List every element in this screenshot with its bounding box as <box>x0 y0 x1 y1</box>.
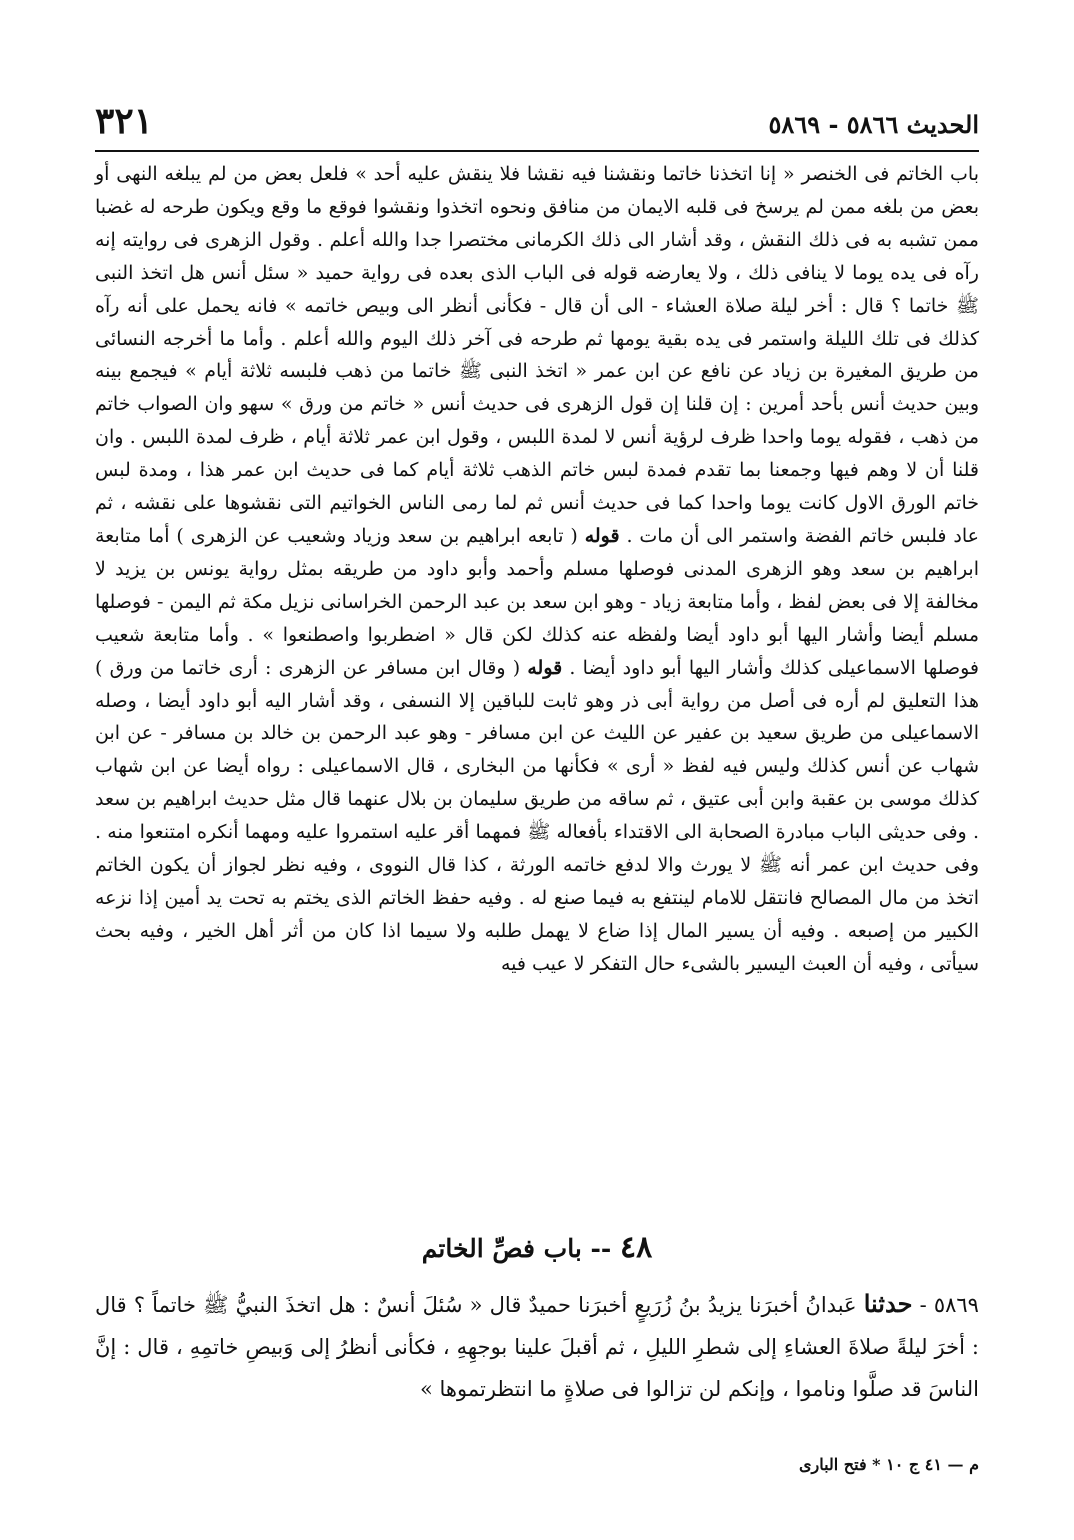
hadith-text <box>95 1283 979 1410</box>
qawluhu-keyword: قوله <box>527 656 563 679</box>
chapter-title: فصِّ الخاتم <box>421 1234 535 1263</box>
commentary-text-run: ( وقال ابن مسافر عن الزهرى : أرى خاتما من ورق ) هذا التعليق لم أره فى أصل من رواية أبى ذر وهو ثابت للباقين إلا النسفى ، وقد أشار اليه أبو داود أيضا ، وصله الاسماعيلى من طريق سعيد بن عفير عن الليث عن ابن مسافر - وهو عبد الرحمن بن خالد بن مسافر - عن ابن شهاب عن أنس كذلك وليس فيه لفظ « أرى » فكأنها من البخارى ، قال الاسماعيلى : رواه أيضا عن ابن شهاب كذلك موسى بن عقبة وابن أبى عتيق ، ثم ساقه من طريق سليمان بن بلال عنهما قال مثل حديث ابراهيم بن سعد . وفى حديثى الباب مبادرة الصحابة الى الاقتداء بأفعاله ﷺ فمهما أقر عليه استمروا عليه ومهما أنكره امتنعوا منه . وفى حديث ابن عمر أنه ﷺ لا يورث والا لدفع خاتمه الورثة ، كذا قال النووى ، وفيه نظر لجواز أن يكون الخاتم اتخذ من مال المصالح فانتقل للامام لينتفع به فيما صنع له . وفيه حفظ الخاتم الذى يختم به تحت يد أمين إذا نزعه الكبير من إصبعه . وفيه أن يسير المال إذا ضاع لا يهمل طلبه ولا سيما اذا كان من أثر أهل الخير ، وفيه بحث سيأتى ، وفيه أن العبث اليسير بالشىء حال التفكر لا عيب فيه <box>95 656 979 975</box>
commentary-text <box>95 158 979 981</box>
chapter-heading <box>95 1230 979 1265</box>
bab-word: باب <box>543 1234 582 1263</box>
chapter-dash: -- <box>590 1234 612 1263</box>
page-footer <box>95 1455 979 1474</box>
printer-signature: م — ٤١ ج ١٠ * فتح البارى <box>798 1455 979 1474</box>
chapter-number: ٤٨ <box>620 1230 653 1265</box>
hadith-body: عَبدانُ أخبرَنا يزيدُ بنُ زُرَيعٍ أخبرَنا حميدٌ قال « سُئلَ أنسٌ : هل اتخذَ النبيُّ ﷺ خاتماً ؟ قال : أخرَ ليلةً صلاةَ العشاءِ إلى شطرِ الليلِ ، ثم أقبلَ علينا بوجهِهِ ، فكأنى أنظرُ إلى وَبيصِ خاتمِهِ ، قال : إنَّ الناسَ قد صلَّوا وناموا ، وإنكم لن تزالوا فى صلاةٍ ما انتظرتموها » <box>95 1293 979 1401</box>
haddathana-label: حدثنا <box>863 1289 913 1318</box>
header-rule <box>95 150 979 152</box>
page-header <box>95 100 979 152</box>
qawluhu-keyword: قوله <box>584 524 620 547</box>
commentary-text-run: ( تابعه ابراهيم بن سعد وزياد وشعيب عن الزهرى ) أما متابعة ابراهيم بن سعد وهو الزهرى المدنى فوصلها مسلم وأحمد وأبو داود من طريقه بمثل رواية يونس بن يزيد لا مخالفة إلا فى بعض لفظ ، وأما متابعة زياد - وهو ابن سعد بن عبد الرحمن الخراسانى نزيل مكة ثم اليمن - فوصلها مسلم أيضا وأشار اليها أبو داود أيضا ولفظه عنه كذلك لكن قال « اضطربوا واصطنعوا » . وأما متابعة شعيب فوصلها الاسماعيلى كذلك وأشار اليها أبو داود أيضا . <box>95 524 980 679</box>
commentary-text-run: باب الخاتم فى الخنصر « إنا اتخذنا خاتما ونقشنا فيه نقشا فلا ينقش عليه أحد » فلعل بعض من لم يبلغه النهى أو بعض من بلغه ممن لم يرسخ فى قلبه الايمان من منافق ونحوه اتخذوا ونقشوا فوقع ما وقع ويكون طرحه له غضبا ممن تشبه به فى ذلك النقش ، وقد أشار الى ذلك الكرمانى مختصرا جدا والله أعلم . وقول الزهرى فى روايته إنه رآه فى يده يوما لا ينافى ذلك ، ولا يعارضه قوله فى الباب الذى بعده فى رواية حميد « سئل أنس هل اتخذ النبى ﷺ خاتما ؟ قال : أخر ليلة صلاة العشاء - الى أن قال - فكأنى أنظر الى وبيص خاتمه » فانه يحمل على أنه رآه كذلك فى تلك الليلة واستمر فى يده بقية يومها ثم طرحه فى آخر ذلك اليوم والله أعلم . وأما ما أخرجه النسائى من طريق المغيرة بن زياد عن نافع عن ابن عمر « اتخذ النبى ﷺ خاتما من ذهب فلبسه ثلاثة أيام » فيجمع بينه وبين حديث أنس بأحد أمرين : إن قلنا إن قول الزهرى فى حديث أنس « خاتم من ورق » سهو وان الصواب خاتم من ذهب ، فقوله يوما واحدا ظرف لرؤية أنس لا لمدة اللبس ، وقول ابن عمر ثلاثة أيام ، ظرف لمدة اللبس . وان قلنا أن لا وهم فيها وجمعنا بما تقدم فمدة لبس خاتم الذهب ثلاثة أيام كما فى حديث ابن عمر هذا ، ومدة لبس خاتم الورق الاول كانت يوما واحدا كما فى حديث أنس ثم لما رمى الناس الخواتيم التى نقشوها على نقشه ، ثم عاد فلبس خاتم الفضة واستمر الى أن مات . <box>95 163 979 547</box>
hadith-paragraph <box>95 1283 979 1410</box>
hadith-range-title: الحديث ٥٨٦٦ - ٥٨٦٩ <box>768 110 979 139</box>
hadith-number: ٥٨٦٩ - <box>919 1293 979 1317</box>
page-number: ٣٢١ <box>95 100 154 142</box>
commentary-paragraph <box>95 158 979 981</box>
